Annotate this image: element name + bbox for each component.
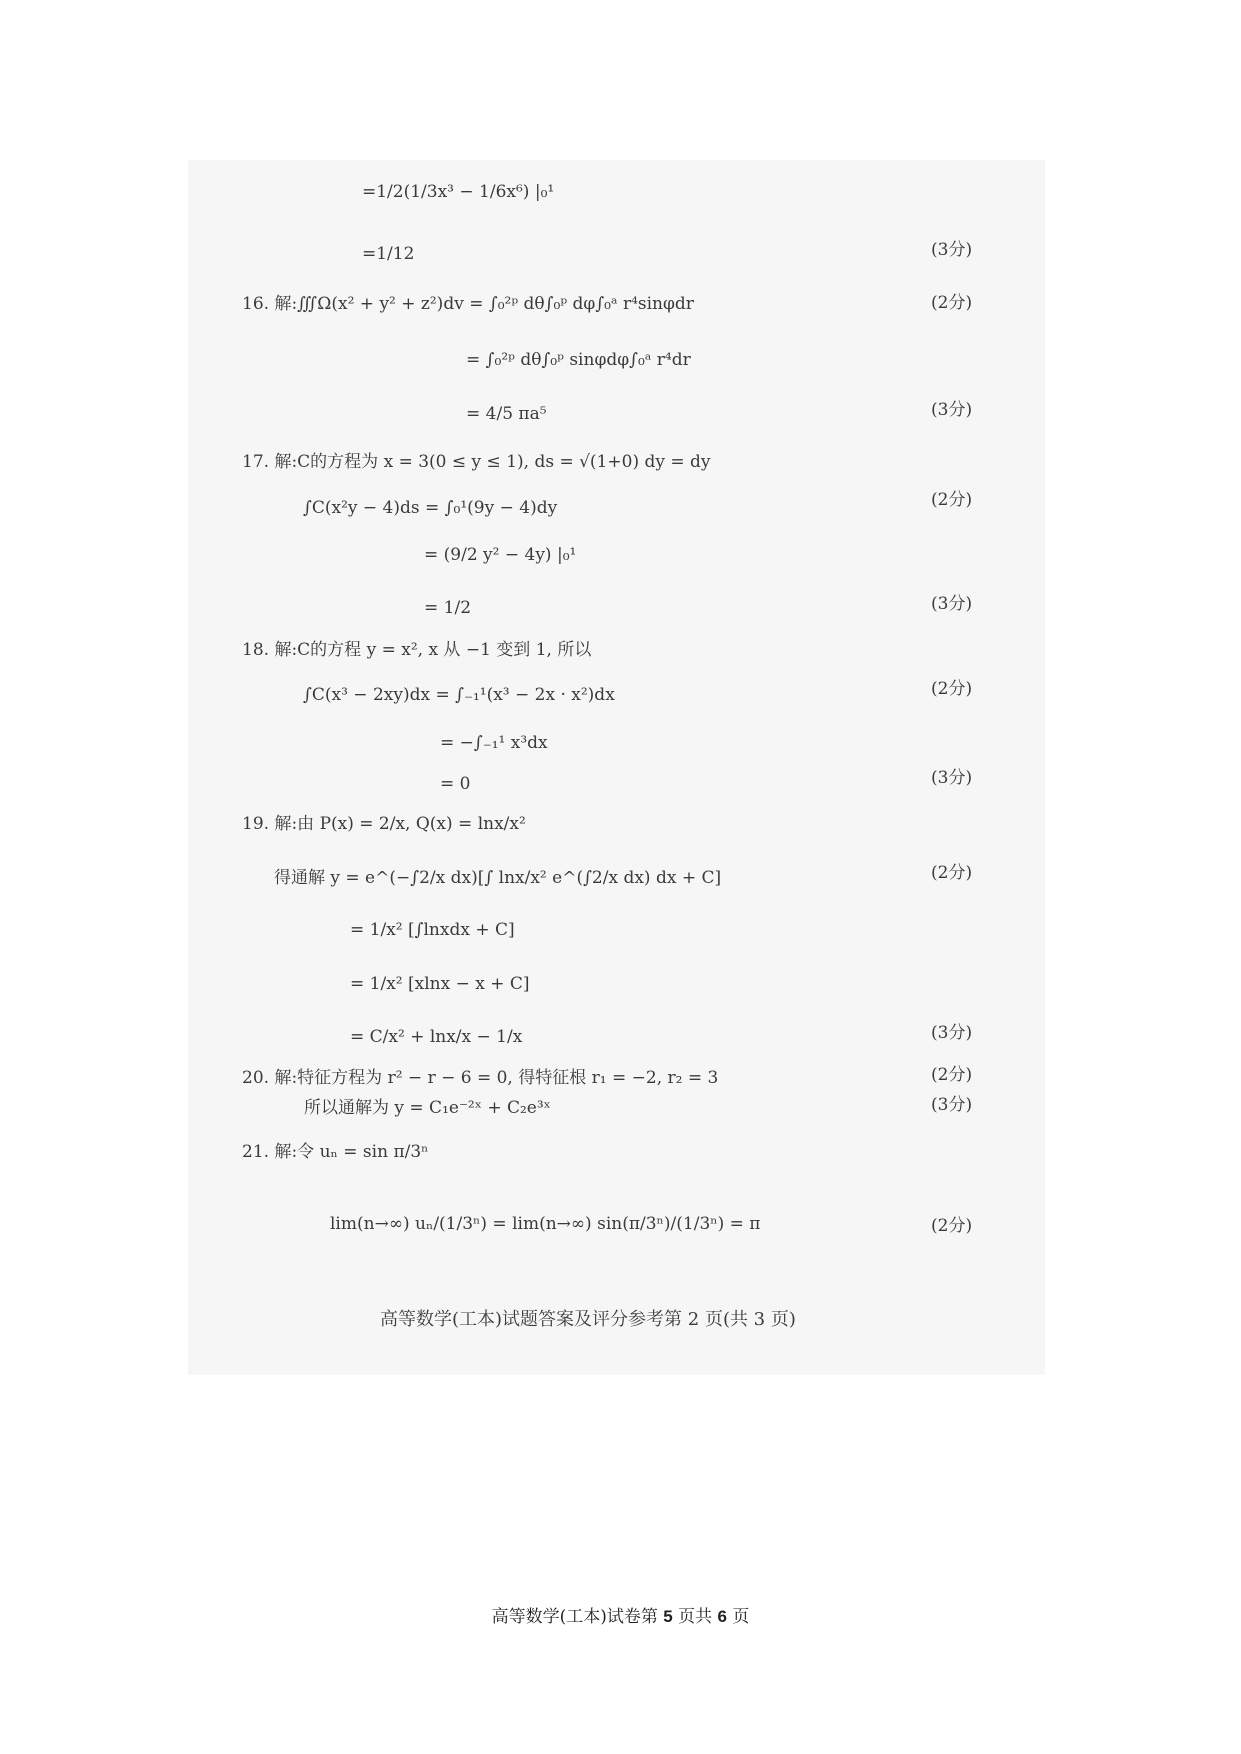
line-18-start: 18. 解:C的方程 y = x², x 从 −1 变到 1, 所以 (242, 640, 592, 660)
line-19-general: 得通解 y = e^(−∫2/x dx)[∫ lnx/x² e^(∫2/x dx) dx + C] (274, 868, 722, 888)
score-mark: (3分) (931, 240, 973, 260)
line-17-result: = 1/2 (424, 598, 472, 618)
score-mark: (3分) (931, 768, 973, 788)
page-footer-prefix: 高等数学(工本)试卷第 (491, 1607, 664, 1627)
score-mark: (2分) (931, 1065, 973, 1085)
score-mark: (3分) (931, 400, 973, 420)
line-16-step: = ∫₀²ᵖ dθ∫₀ᵖ sinφdφ∫₀ᵃ r⁴dr (466, 350, 691, 370)
score-mark: (3分) (931, 1023, 973, 1043)
score-mark: (2分) (931, 863, 973, 883)
line-21-start: 21. 解:令 uₙ = sin π/3ⁿ (242, 1142, 429, 1162)
scanned-answer-sheet (188, 160, 1045, 1375)
line-16-result: = 4/5 πa⁵ (466, 404, 547, 424)
page-footer-suffix: 页 (727, 1607, 750, 1627)
line-18-integral: ∫C(x³ − 2xy)dx = ∫₋₁¹(x³ − 2x · x²)dx (303, 685, 615, 705)
page-total: 6 (717, 1607, 727, 1626)
line-19-result: = C/x² + lnx/x − 1/x (350, 1027, 523, 1047)
line-17-step: = (9/2 y² − 4y) |₀¹ (424, 545, 577, 565)
line-16-start: 16. 解:∭Ω(x² + y² + z²)dv = ∫₀²ᵖ dθ∫₀ᵖ dφ∫₀ᵃ r⁴sinφdr (242, 294, 694, 314)
score-mark: (2分) (931, 490, 973, 510)
score-mark: (2分) (931, 679, 973, 699)
page-number: 5 (663, 1607, 673, 1626)
line-17-integral: ∫C(x²y − 4)ds = ∫₀¹(9y − 4)dy (303, 498, 558, 518)
score-mark: (2分) (931, 293, 973, 313)
line-20-result: 所以通解为 y = C₁e⁻²ˣ + C₂e³ˣ (304, 1098, 551, 1118)
line-20-start: 20. 解:特征方程为 r² − r − 6 = 0, 得特征根 r₁ = −2, r₂ = 3 (242, 1068, 719, 1088)
line-18-step: = −∫₋₁¹ x³dx (440, 733, 548, 753)
line-19-start: 19. 解:由 P(x) = 2/x, Q(x) = lnx/x² (242, 814, 526, 834)
score-mark: (3分) (931, 1095, 973, 1115)
score-mark: (2分) (931, 1216, 973, 1236)
scan-footer: 高等数学(工本)试题答案及评分参考第 2 页(共 3 页) (380, 1309, 796, 1330)
line-19-step1: = 1/x² [∫lnxdx + C] (350, 920, 515, 940)
line-15-result: =1/12 (362, 244, 415, 264)
page-footer (0, 1605, 1241, 1629)
line-19-step2: = 1/x² [xlnx − x + C] (350, 974, 530, 994)
line-17-start: 17. 解:C的方程为 x = 3(0 ≤ y ≤ 1), ds = √(1+0) dy = dy (242, 452, 711, 472)
page-footer-middle: 页共 (672, 1607, 718, 1627)
line-21-limit: lim(n→∞) uₙ/(1/3ⁿ) = lim(n→∞) sin(π/3ⁿ)/(1/3ⁿ) = π (330, 1214, 761, 1234)
score-mark: (3分) (931, 594, 973, 614)
line-15-step: =1/2(1/3x³ − 1/6x⁶) |₀¹ (362, 182, 555, 202)
line-18-result: = 0 (440, 774, 471, 794)
